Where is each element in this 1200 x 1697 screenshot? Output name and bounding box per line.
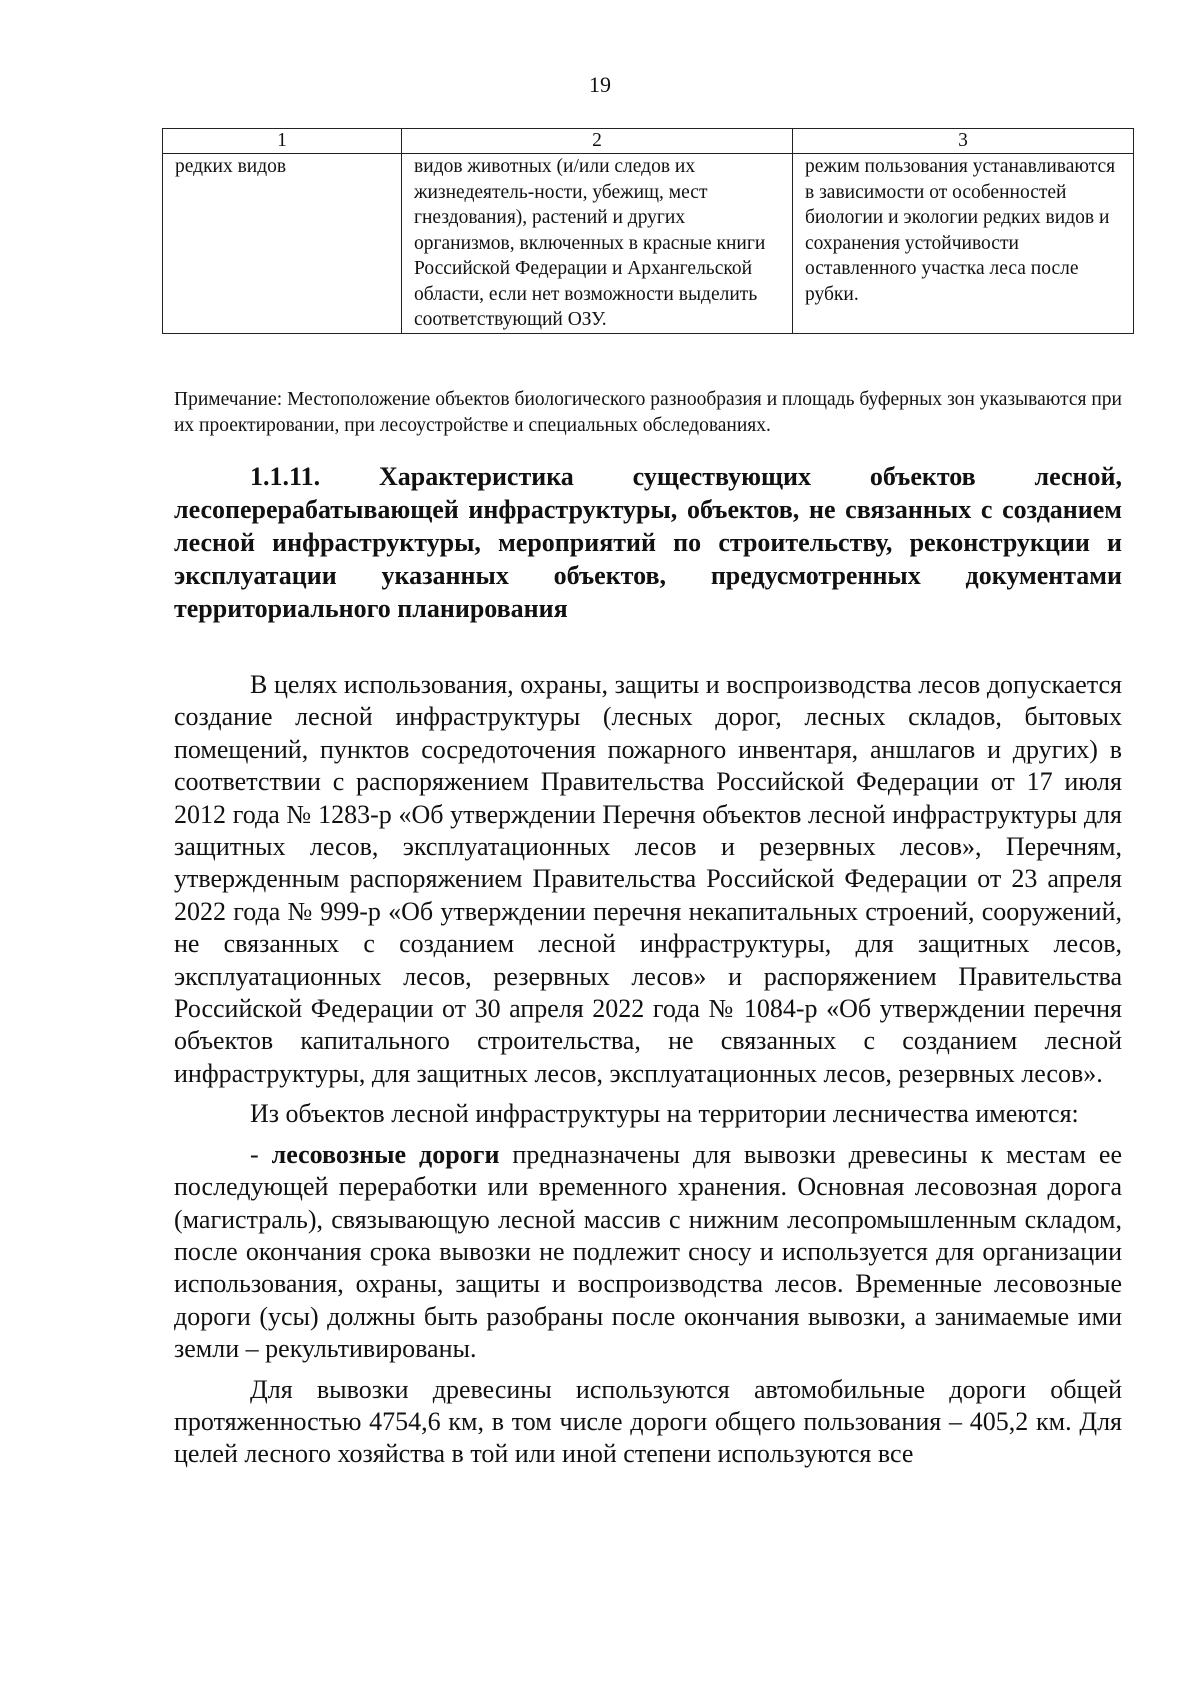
paragraph-text: предназначены для вывозки древесины к местам ее последующей переработки или временного хранения. Основная лесовозная дорога (магистраль), связывающую лесной массив с нижним лесопромышленным складом, после окончания срока вывозки не подлежит сносу и используется для организации использования, охраны, защиты и воспроизводства лесов. Временные лесовозные дороги (усы) должны быть разобраны после окончания вывозки, а занимаемые ими земли – рекультивированы. xyxy=(174,1139,1122,1364)
data-table xyxy=(162,128,1134,334)
paragraph: Из объектов лесной инфраструктуры на территории лесничества имеются: xyxy=(250,1099,1079,1129)
section-number: 1.1.11. xyxy=(250,462,321,491)
table-cell: видов животных (и/или следов их жизнедеятель-ности, убежищ, мест гнездования), растений и других организмов, включенных в красные книги Российской Федерации и Архангельской области, если нет возможности выделить соответствующий ОЗУ. xyxy=(402,154,793,334)
body-text xyxy=(174,669,1122,1471)
table-cell: режим пользования устанавливаются в зависимости от особенностей биологии и экологии редких видов и сохранения устойчивости оставленного участка леса после рубки. xyxy=(793,154,1134,334)
term-logging-roads: лесовозные дороги xyxy=(271,1139,500,1169)
table-header-cell: 1 xyxy=(163,129,402,154)
list-dash: - xyxy=(250,1139,272,1169)
page-number: 19 xyxy=(589,72,611,97)
section-title: Характеристика существующих объектов лесной, лесоперерабатывающей инфраструктуры, объектов, не связанных с созданием лесной инфраструктуры, мероприятий по строительству, реконструкции и эксплуатации указанных объектов, предусмотренных документами территориального планирования xyxy=(174,462,1122,623)
table-header-cell: 3 xyxy=(793,129,1134,154)
table-header-cell: 2 xyxy=(402,129,793,154)
table-note: Примечание: Местоположение объектов биологического разнообразия и площадь буферных зон указываются при их проектировании, при лесоустройстве и специальных обследованиях. xyxy=(174,389,1122,436)
paragraph: В целях использования, охраны, защиты и воспроизводства лесов допускается создание лесной инфраструктуры (лесных дорог, лесных складов, бытовых помещений, пунктов сосредоточения пожарного инвентаря, аншлагов и других) в соответствии с распоряжением Правительства Российской Федерации от 17 июля 2012 года № 1283-р «Об утверждении Перечня объектов лесной инфраструктуры для защитных лесов, эксплуатационных лесов и резервных лесов», Перечням, утвержденным распоряжением Правительства Российской Федерации от 23 апреля 2022 года № 999-р «Об утверждении перечня некапитальных строений, сооружений, не связанных с созданием лесной инфраструктуры, для защитных лесов, эксплуатационных лесов, резервных лесов» и распоряжением Правительства Российской Федерации от 30 апреля 2022 года № 1084-р «Об утверждении перечня объектов капитального строительства, не связанных с созданием лесной инфраструктуры, для защитных лесов, эксплуатационных лесов, резервных лесов». xyxy=(174,670,1122,1088)
table-cell: редких видов xyxy=(163,154,402,334)
table-header-row xyxy=(163,129,1134,154)
paragraph-logging-roads xyxy=(174,1139,1122,1366)
section-heading xyxy=(174,460,1122,625)
table-row xyxy=(163,154,1134,334)
paragraph: Для вывозки древесины используются автомобильные дороги общей протяженностью 4754,6 км, в том числе дороги общего пользования – 405,2 км. Для целей лесного хозяйства в той или иной степени используются все xyxy=(174,1374,1122,1469)
